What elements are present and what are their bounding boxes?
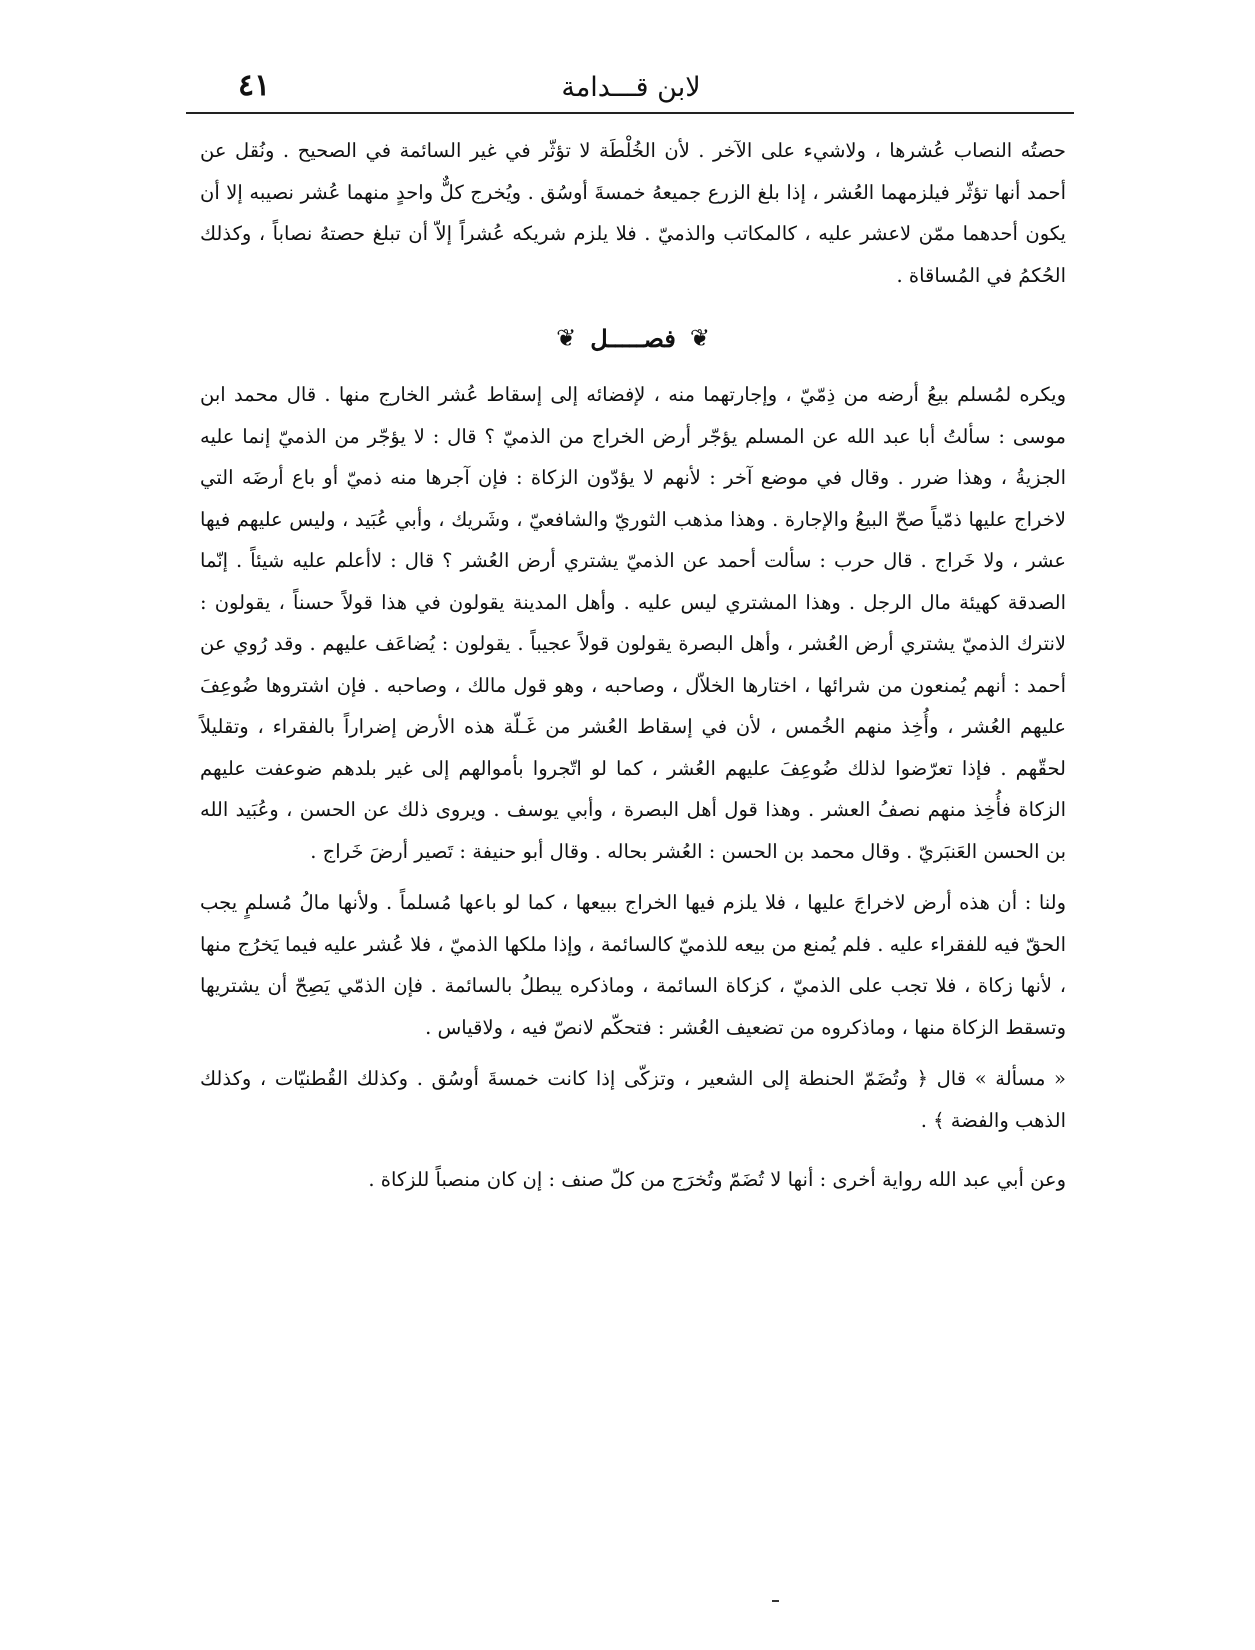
section-heading-fasl bbox=[200, 316, 1066, 360]
paragraph-3: ولنا : أن هذه أرض لاخراجَ عليها ، فلا يلزم فيها الخراج ببيعها ، كما لو باعها مُسلماً . ولأنها مالُ مُسلمٍ يجب الحقّ فيه للفقراء عليه . فلم يُمنع من بيعه للذميّ كالسائمة ، وإذا ملكها الذميّ ، فلا عُشر عليه فيما يَخرُج منها ، لأنها زكاة ، فلا تجب على الذميّ ، كزكاة السائمة ، وماذكره يبطلُ بالسائمة . فإن الذمّي يَصِحّ أن يشتريها وتسقط الزكاة منها ، وماذكروه من تضعيف العُشر : فتحكّم لانصّ فيه ، ولاقياس . bbox=[200, 891, 1066, 1039]
header-rule bbox=[186, 112, 1074, 114]
page-header bbox=[190, 68, 1072, 110]
paragraph-1: حصتُه النصاب عُشرها ، ولاشيء على الآخر . لأن الخُلْطَة لا تؤثّر في غير السائمة في الصحيح . ونُقل عن أحمد أنها تؤثّر فيلزمهما العُشر ، إذا بلغ الزرع جميعهُ خمسةَ أوسُق . ويُخرج كلٌّ واحدٍ منهما عُشر نصيبه إلا أن يكون أحدهما ممّن لاعشر عليه ، كالمكاتب والذميّ . فلا يلزم شريكه عُشراً إلاّ أن تبلغ حصتهُ نصاباً ، وكذلك الحُكمُ في المُساقاة . bbox=[200, 139, 1066, 287]
bottom-mark bbox=[772, 1600, 779, 1602]
page-number: ٤١ bbox=[238, 68, 271, 103]
page-body bbox=[200, 130, 1066, 1201]
ornament-left-icon: ❦ bbox=[556, 324, 577, 352]
ornament-right-icon: ❦ bbox=[689, 324, 710, 352]
paragraph-5: وعن أبي عبد الله رواية أخرى : أنها لا تُضَمّ وتُخرَج من كلّ صنف : إن كان منصباً للزكاة . bbox=[368, 1168, 1066, 1191]
paragraph-masala: « مسألة » قال ﴿ وتُضَمّ الحنطة إلى الشعير ، وتزكّى إذا كانت خمسةَ أوسُق . وكذلك القُطنيّات ، وكذلك الذهب والفضة ﴾ . bbox=[200, 1067, 1066, 1132]
running-title: لابن قـــدامة bbox=[561, 72, 701, 103]
section-heading-title: فصـــــل bbox=[590, 323, 676, 353]
paragraph-2: ويكره لمُسلم بيعُ أرضه من ذِمّيّ ، وإجارتهما منه ، لإفضائه إلى إسقاط عُشر الخارج منها . قال محمد ابن موسى : سألتُ أبا عبد الله عن المسلم يؤجّر أرض الخراج من الذميّ ؟ قال : لا يؤجّر من الذميّ إنما عليه الجزيةُ ، وهذا ضرر . وقال في موضع آخر : لأنهم لا يؤدّون الزكاة : فإن آجرها منه ذميّ أو باع أرضَه التي لاخراج عليها ذمّياً صحّ البيعُ والإجارة . وهذا مذهب الثوريّ والشافعيّ ، وشَريك ، وأبي عُبَيد ، وليس عليهم فيها عشر ، ولا خَراج . قال حرب : سألت أحمد عن الذميّ يشتري أرض العُشر ؟ قال : لاأعلم عليه شيئاً . إنّما الصدقة كهيئة مال الرجل . وهذا المشتري ليس عليه . وأهل المدينة يقولون في هذا قولاً حسناً ، يقولون : لانترك الذميّ يشتري أرض العُشر ، وأهل البصرة يقولون قولاً عجيباً . يقولون : يُضاعَف عليهم . وقد رُوي عن أحمد : أنهم يُمنعون من شرائها ، اختارها الخلاّل ، وصاحبه ، وهو قول مالك ، وصاحبه . فإن اشتروها ضُوعِفَ عليهم العُشر ، وأُخِذ منهم الخُمس ، لأن في إسقاط العُشر من غَـلّة هذه الأرض إضراراً بالفقراء ، وتقليلاً لحقّهم . فإذا تعرّضوا لذلك ضُوعِفَ عليهم العُشر ، كما لو اتّجروا بأموالهم إلى غير بلدهم ضوعفت عليهم الزكاة فأُخِذ منهم نصفُ العشر . وهذا قول أهل البصرة ، وأبي يوسف . ويروى ذلك عن الحسن ، وعُبَيد الله بن الحسن العَنبَريّ . وقال محمد بن الحسن : العُشر بحاله . وقال أبو حنيفة : تَصير أرضَ خَراج . bbox=[200, 383, 1066, 863]
